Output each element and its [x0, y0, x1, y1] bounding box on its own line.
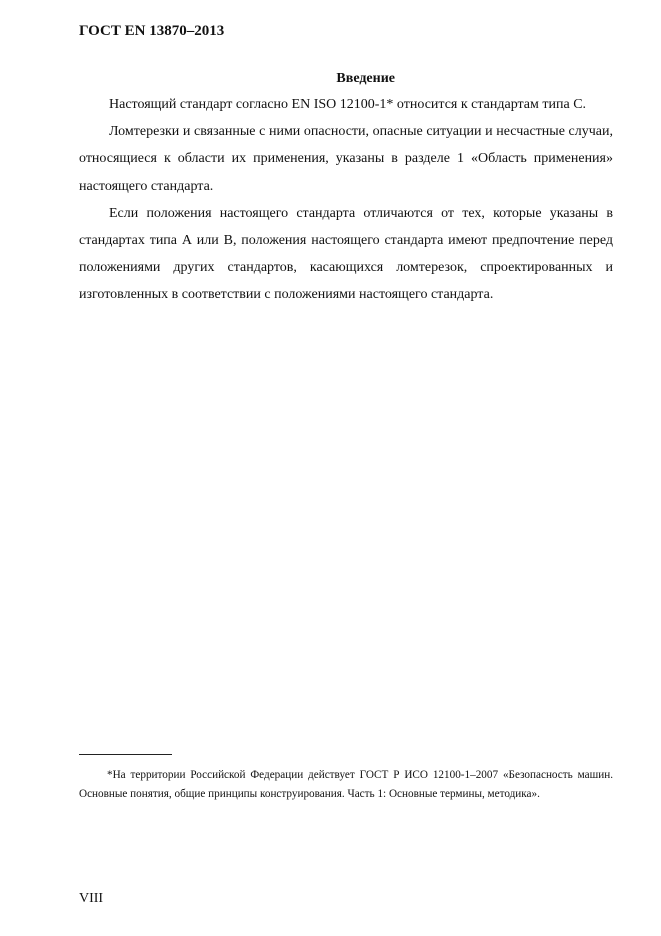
section-body [79, 91, 613, 309]
section-title-wrapper [79, 71, 613, 87]
document-header-id: ГОСТ EN 13870–2013 [79, 23, 225, 39]
section-title: Введение [336, 71, 395, 86]
paragraph: Настоящий стандарт согласно EN ISO 12100-1* относится к стандартам типа С. [109, 97, 587, 112]
paragraph: Ломтерезки и связанные с ними опасности, опасные ситуации и несчастные случаи, относящиеся к области их применения, указаны в разделе 1 «Область применения» настоящего стандарта. [79, 124, 613, 194]
footnote-divider [79, 754, 172, 755]
footnote-text: *На территории Российской Федерации действует ГОСТ Р ИСО 12100-1–2007 «Безопасность машин. Основные понятия, общие принципы конструирования. Часть 1: Основные термины, методика». [79, 769, 613, 800]
paragraph: Если положения настоящего стандарта отличаются от тех, которые указаны в стандартах типа А или В, положения настоящего стандарта имеют предпочтение перед положениями других стандартов, касающихся ломтерезок, спроектированных и изготовленных в соответствии с положениями настоящего стандарта. [79, 205, 613, 303]
page-number: VIII [79, 891, 104, 906]
footnote-block [79, 766, 613, 804]
